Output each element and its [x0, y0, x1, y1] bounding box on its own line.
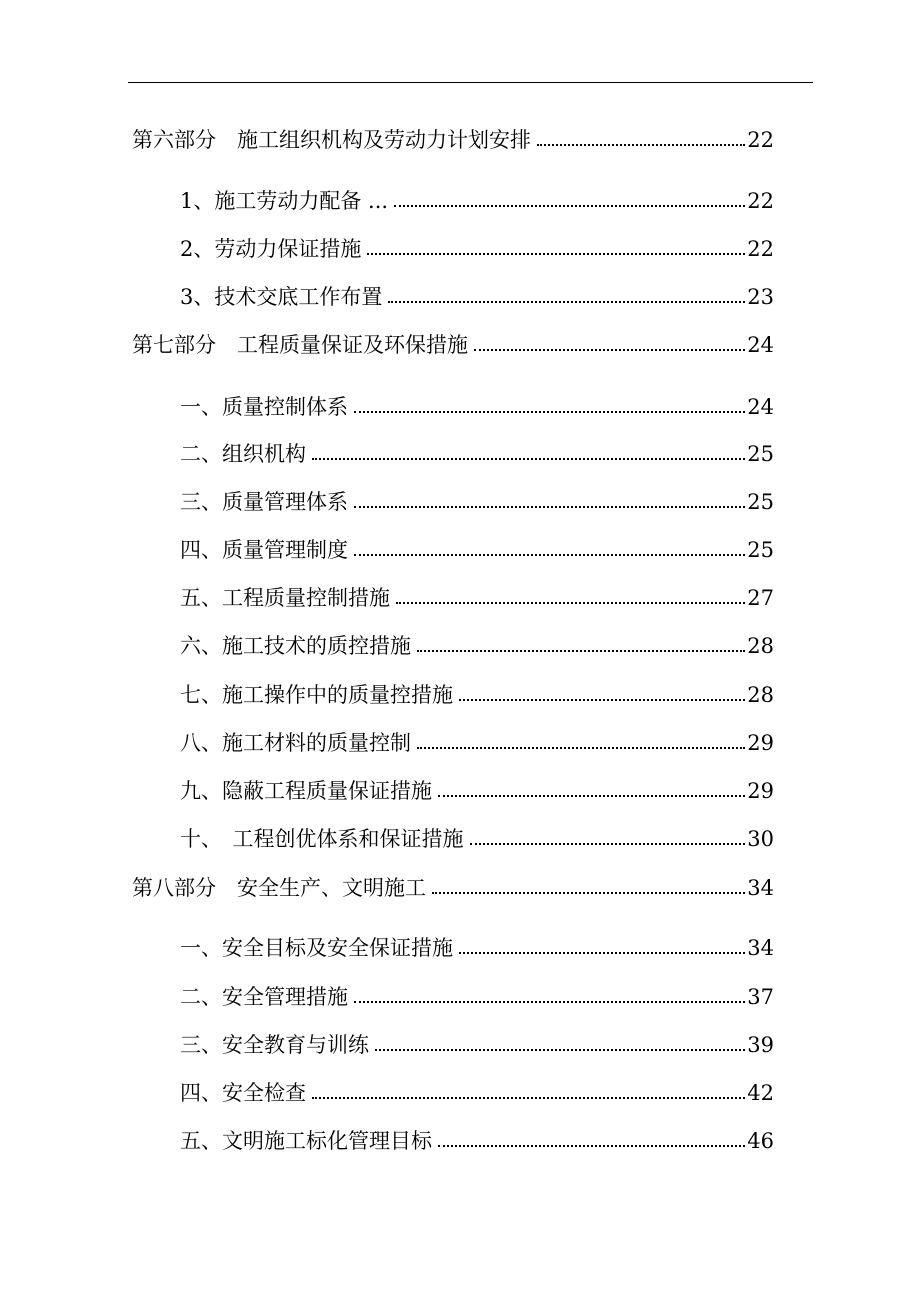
toc-entry-page: 39 — [747, 1033, 774, 1057]
toc-entry[interactable] — [180, 1122, 774, 1152]
dot-leader — [354, 554, 745, 556]
dot-leader — [438, 1145, 745, 1147]
toc-entry-page: 25 — [747, 490, 774, 514]
header-rule — [128, 82, 813, 83]
toc-entry-label: 3、技术交底工作布置 — [180, 285, 383, 309]
toc-entry[interactable] — [180, 278, 774, 308]
toc-entry-page: 28 — [747, 634, 774, 658]
toc-entry-label: 一、质量控制体系 — [180, 395, 348, 419]
toc-entry[interactable] — [180, 182, 774, 212]
toc-entry-page: 27 — [747, 586, 774, 610]
dot-leader — [375, 1049, 745, 1051]
dot-leader — [394, 205, 745, 207]
toc-entry[interactable] — [180, 929, 774, 959]
toc-entry-label: 五、文明施工标化管理目标 — [180, 1129, 432, 1153]
toc-entry-label: 十、 工程创优体系和保证措施 — [180, 827, 464, 851]
dot-leader — [354, 506, 745, 508]
toc-entry[interactable] — [180, 978, 774, 1008]
toc-entry[interactable] — [180, 1074, 774, 1104]
toc-entry-label: 一、安全目标及安全保证措施 — [180, 936, 453, 960]
toc-entry[interactable] — [180, 388, 774, 418]
toc-entry-page: 29 — [747, 731, 774, 755]
toc-entry-label: 1、施工劳动力配备 ... — [180, 189, 389, 213]
toc-entry[interactable] — [180, 579, 774, 609]
toc-entry-page: 28 — [747, 683, 774, 707]
toc-entry[interactable] — [132, 326, 774, 356]
toc-entry-page: 22 — [747, 237, 774, 261]
toc-entry-label: 第七部分 工程质量保证及环保措施 — [132, 333, 468, 357]
toc-entry-page: 24 — [747, 333, 774, 357]
dot-leader — [354, 1001, 745, 1003]
dot-leader — [367, 253, 745, 255]
dot-leader — [354, 411, 745, 413]
dot-leader — [459, 952, 745, 954]
toc-entry-label: 四、质量管理制度 — [180, 538, 348, 562]
toc-entry[interactable] — [132, 121, 774, 151]
toc-entry[interactable] — [180, 724, 774, 754]
toc-entry-label: 2、劳动力保证措施 — [180, 237, 362, 261]
dot-leader — [396, 602, 745, 604]
toc-entry[interactable] — [180, 435, 774, 465]
toc-entry[interactable] — [180, 772, 774, 802]
toc-entry-page: 25 — [747, 538, 774, 562]
toc-entry-label: 五、工程质量控制措施 — [180, 586, 390, 610]
toc-entry-page: 25 — [747, 442, 774, 466]
toc-entry-label: 三、安全教育与训练 — [180, 1033, 369, 1057]
toc-entry[interactable] — [180, 483, 774, 513]
dot-leader — [388, 301, 745, 303]
toc-entry-page: 37 — [747, 985, 774, 1009]
toc-entry-label: 第六部分 施工组织机构及劳动力计划安排 — [132, 128, 531, 152]
toc-entry-label: 八、施工材料的质量控制 — [180, 731, 411, 755]
toc-entry-page: 29 — [747, 779, 774, 803]
toc-entry[interactable] — [180, 1026, 774, 1056]
toc-entry-label: 三、质量管理体系 — [180, 490, 348, 514]
toc-entry-page: 34 — [747, 936, 774, 960]
dot-leader — [474, 349, 745, 351]
dot-leader — [417, 747, 745, 749]
toc-entry[interactable] — [180, 627, 774, 657]
dot-leader — [537, 144, 745, 146]
toc-entry-label: 二、安全管理措施 — [180, 985, 348, 1009]
toc-entry-page: 24 — [747, 395, 774, 419]
toc-entry-page: 30 — [747, 827, 774, 851]
toc-entry[interactable] — [180, 230, 774, 260]
dot-leader — [470, 843, 746, 845]
toc-entry[interactable] — [180, 531, 774, 561]
dot-leader — [312, 1097, 745, 1099]
toc-entry-page: 22 — [747, 189, 774, 213]
toc-entry-label: 四、安全检查 — [180, 1081, 306, 1105]
toc-entry-label: 六、施工技术的质控措施 — [180, 634, 411, 658]
toc-entry-page: 22 — [747, 128, 774, 152]
dot-leader — [432, 892, 745, 894]
toc-entry[interactable] — [132, 869, 774, 899]
toc-entry-page: 34 — [747, 876, 774, 900]
dot-leader — [417, 650, 745, 652]
toc-entry-label: 九、隐蔽工程质量保证措施 — [180, 779, 432, 803]
toc-entry[interactable] — [180, 676, 774, 706]
toc-entry-label: 第八部分 安全生产、文明施工 — [132, 876, 426, 900]
toc-entry-label: 七、施工操作中的质量控措施 — [180, 683, 453, 707]
toc-entry-page: 23 — [747, 285, 774, 309]
toc-entry-page: 46 — [747, 1129, 774, 1153]
dot-leader — [459, 699, 745, 701]
dot-leader — [438, 795, 745, 797]
toc-entry-label: 二、组织机构 — [180, 442, 306, 466]
toc-entry-page: 42 — [747, 1081, 774, 1105]
toc-entry[interactable] — [180, 820, 774, 850]
dot-leader — [312, 458, 745, 460]
